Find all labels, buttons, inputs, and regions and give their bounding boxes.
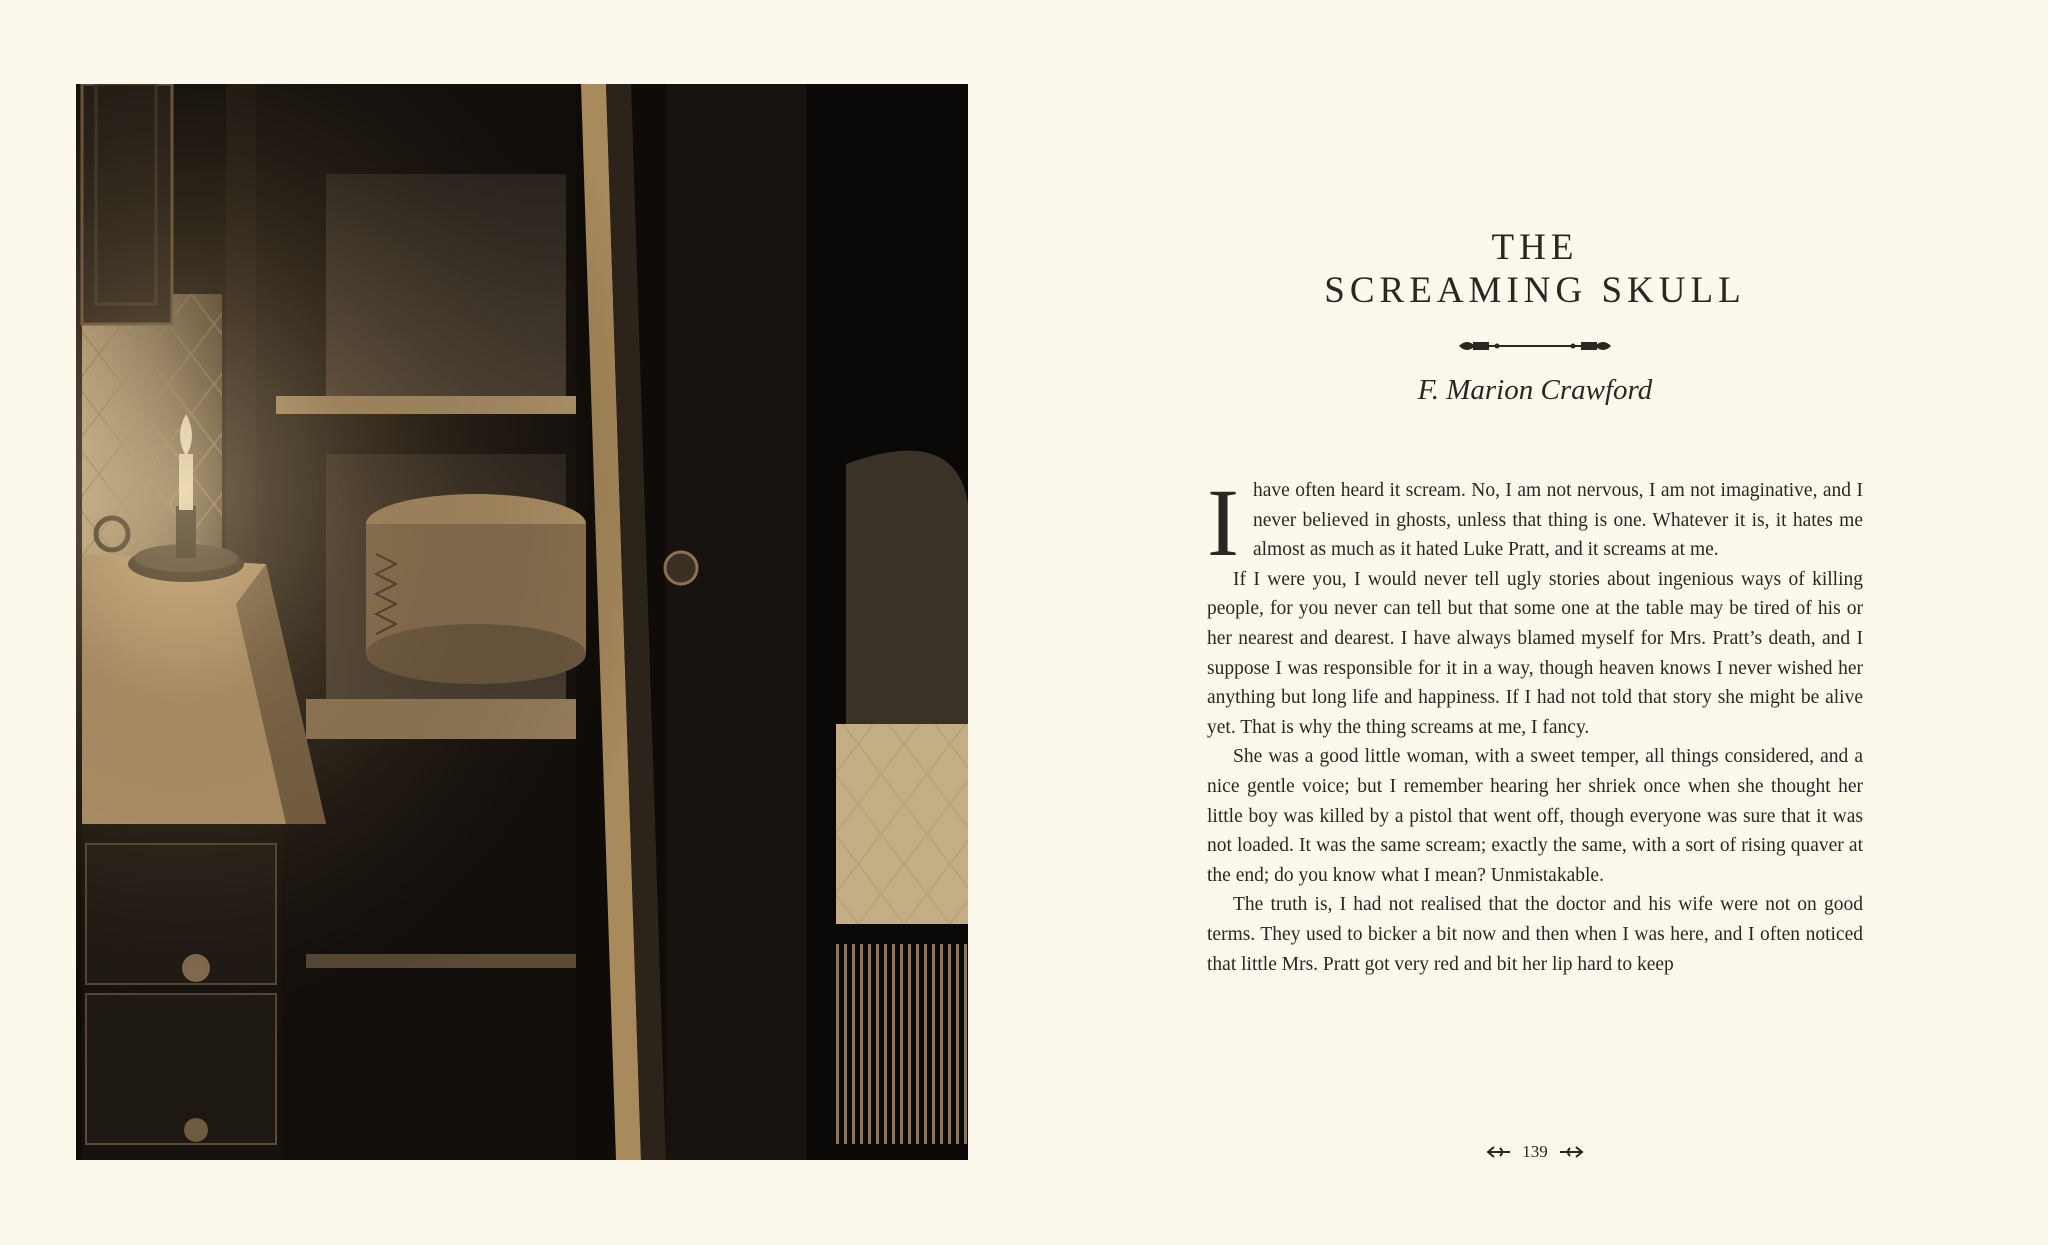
author-name: F. Marion Crawford	[1417, 374, 1653, 406]
chapter-title	[1207, 226, 1863, 312]
paragraph-1-text: have often heard it scream. No, I am not nervous, I am not imaginative, and I never believed in ghosts, unless that thing is one. Whatever it is, it hates me almost as much as it hated Luke Pratt, and it screams at me.	[1252, 480, 1863, 561]
illustration-art	[76, 84, 968, 1160]
right-fleuron-icon	[1558, 1145, 1584, 1159]
drop-cap: I	[1207, 469, 1239, 576]
flourish-rule-icon	[1457, 336, 1613, 356]
text-page	[1207, 0, 1863, 1245]
page-number: 139	[1522, 1142, 1548, 1162]
paragraph-3: She was a good little woman, with a sweet temper, all things considered, and a nice gentle voice; but I remember hearing her shriek once when she thought her little boy was killed by a pistol that went off, though everyone was sure that it was not loaded. It was the same scream; exactly the same, with a sort of rising quaver at the end; do you know what I mean? Unmistakable.	[1207, 746, 1863, 886]
page-folio	[1207, 1141, 1863, 1162]
title-line-2: SCREAMING SKULL	[1324, 270, 1746, 311]
paragraph-2: If I were you, I would never tell ugly stories about ingenious ways of killing people, for you never can tell but that some one at the table may be tired of his or her nearest and dearest. I have always blamed myself for Mrs. Pratt’s death, and I suppose I was responsible for it in a way, though heaven knows I never wished her anything but long life and happiness. If I had not told that story she might be alive yet. That is why the thing screams at me, I fancy.	[1207, 568, 1863, 738]
story-body	[1207, 469, 1863, 979]
paragraph-1	[1207, 469, 1863, 576]
paragraph-4: The truth is, I had not realised that the doctor and his wife were not on good terms. They used to bicker a bit now and then when I was here, and I often noticed that little Mrs. Pratt got very red and bit her lip hard to keep	[1207, 894, 1863, 975]
candlelit-room-illustration	[76, 84, 968, 1160]
title-line-1: THE	[1491, 227, 1579, 268]
left-fleuron-icon	[1486, 1145, 1512, 1159]
